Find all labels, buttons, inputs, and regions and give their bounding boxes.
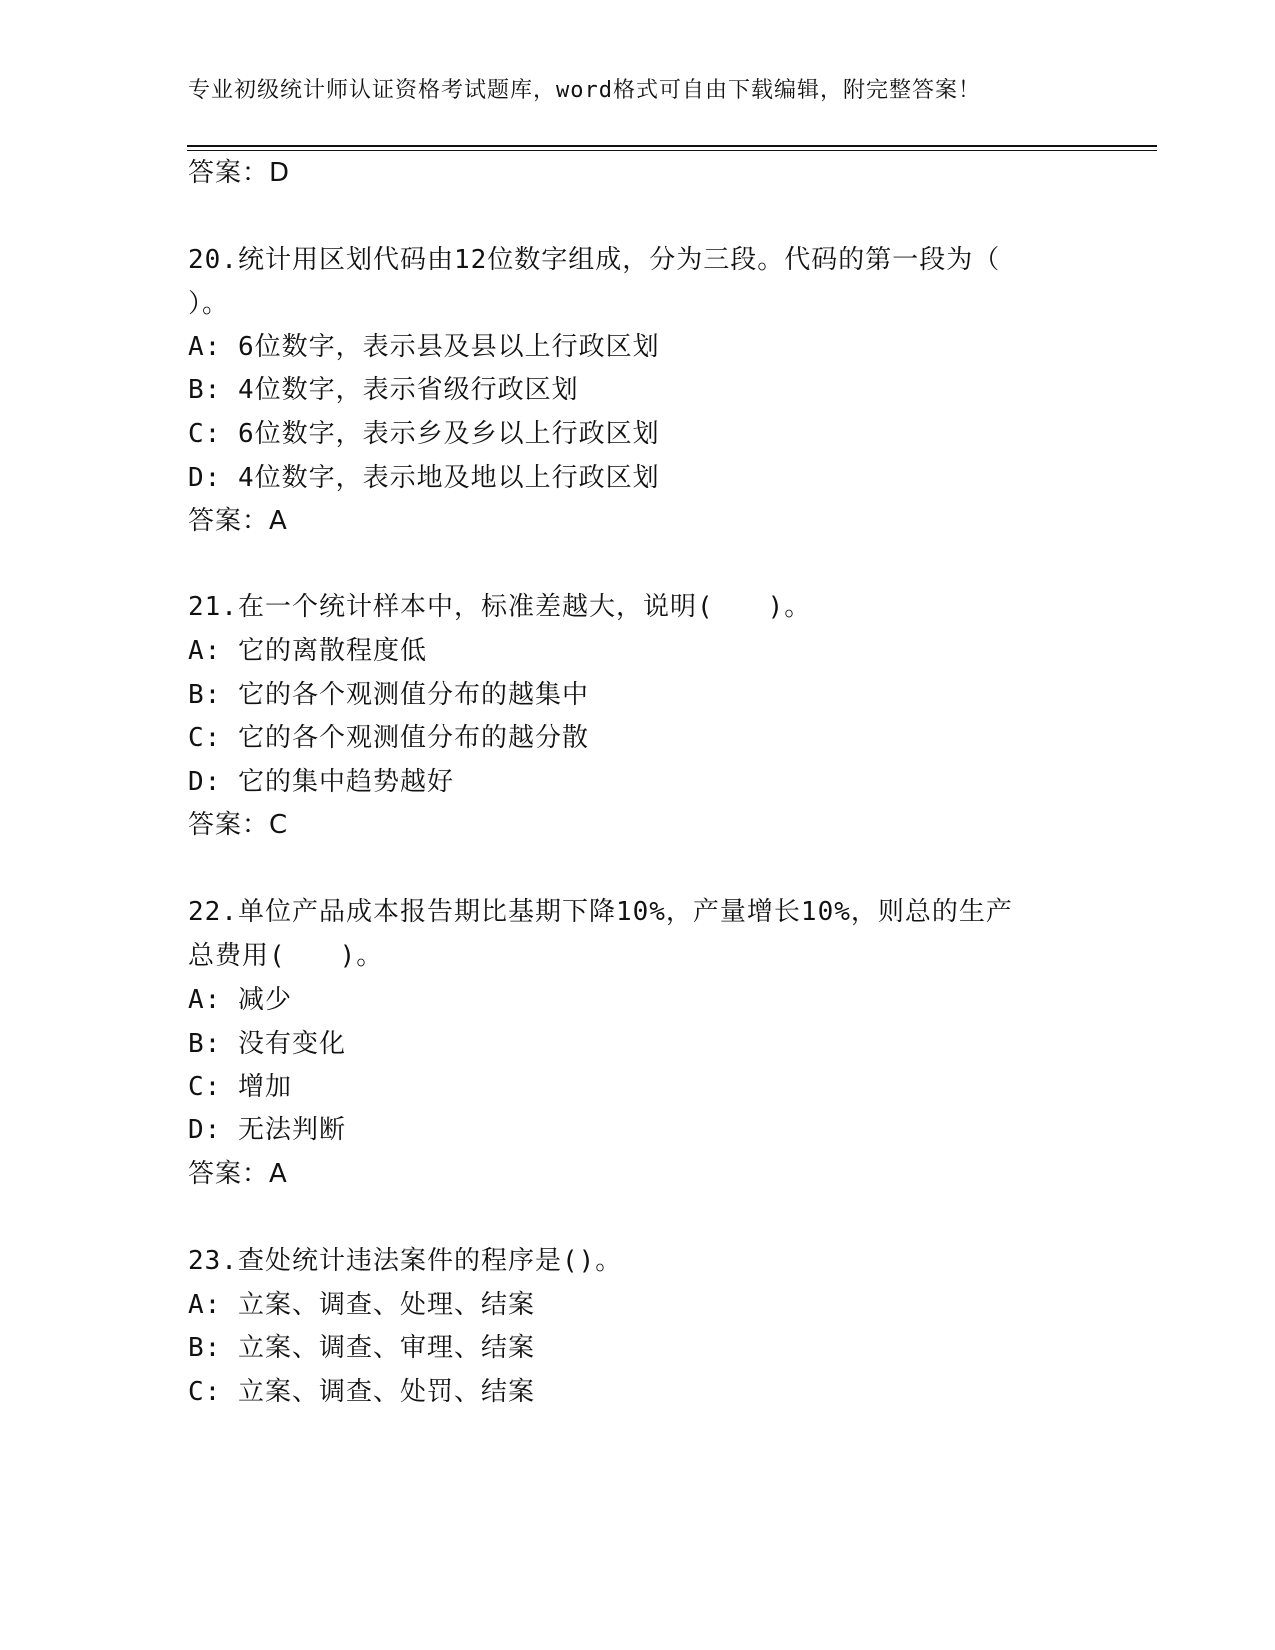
- question-20-option-b: B: 4位数字，表示省级行政区划: [188, 375, 579, 405]
- question-21-option-c: C: 它的各个观测值分布的越分散: [188, 723, 589, 753]
- question-22-stem-line1: 22.单位产品成本报告期比基期下降10%，产量增长10%，则总的生产: [188, 897, 1013, 927]
- question-21-option-d: D: 它的集中趋势越好: [188, 767, 454, 797]
- question-21-answer: 答案：C: [188, 810, 289, 840]
- question-23-option-c: C: 立案、调查、处罚、结案: [188, 1377, 535, 1407]
- question-21-stem-line1: 21.在一个统计样本中，标准差越大，说明( )。: [188, 592, 812, 622]
- question-22-stem-line2: 总费用( )。: [188, 941, 384, 971]
- question-21-option-b: B: 它的各个观测值分布的越集中: [188, 680, 589, 710]
- question-23-stem-line1: 23.查处统计违法案件的程序是()。: [188, 1246, 623, 1276]
- header-rule-thick: [187, 145, 1157, 147]
- question-20-option-a: A: 6位数字，表示县及县以上行政区划: [188, 332, 660, 362]
- question-22-option-c: C: 增加: [188, 1072, 292, 1102]
- question-20-stem-line2: ）。: [188, 289, 230, 319]
- question-20-option-d: D: 4位数字，表示地及地以上行政区划: [188, 463, 660, 493]
- question-20-answer: 答案：A: [188, 506, 288, 536]
- question-20-stem-line1: 20.统计用区划代码由12位数字组成，分为三段。代码的第一段为（: [188, 245, 1001, 275]
- question-22-answer: 答案：A: [188, 1159, 288, 1189]
- question-22-option-a: A: 减少: [188, 985, 292, 1015]
- question-23-option-b: B: 立案、调查、审理、结案: [188, 1333, 535, 1363]
- question-22-option-d: D: 无法判断: [188, 1115, 346, 1145]
- header-rule-thin: [187, 150, 1157, 151]
- question-21-option-a: A: 它的离散程度低: [188, 636, 427, 666]
- question-22-option-b: B: 没有变化: [188, 1029, 346, 1059]
- previous-answer: 答案：D: [188, 158, 291, 188]
- question-20-option-c: C: 6位数字，表示乡及乡以上行政区划: [188, 419, 660, 449]
- question-23-option-a: A: 立案、调查、处理、结案: [188, 1290, 535, 1320]
- page-header: 专业初级统计师认证资格考试题库，word格式可自由下载编辑，附完整答案！: [188, 78, 981, 103]
